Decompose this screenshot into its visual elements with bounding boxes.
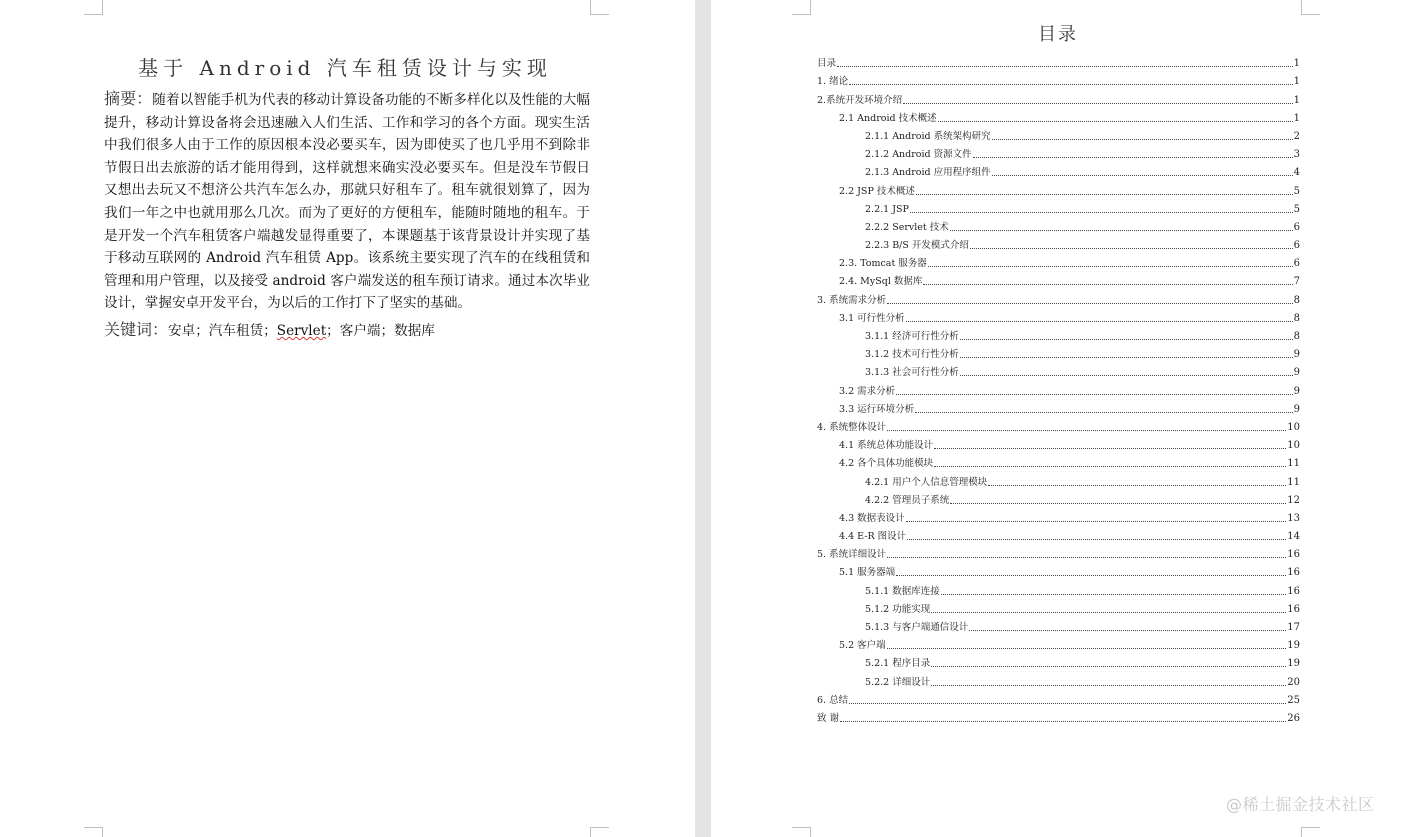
keywords-label: 关键词： — [104, 320, 169, 339]
toc-entry-page: 26 — [1287, 712, 1300, 724]
toc-entry-page: 6 — [1293, 258, 1300, 270]
toc-entry[interactable] — [817, 433, 1300, 451]
toc-entry-page: 11 — [1287, 458, 1300, 470]
toc-entry-page: 9 — [1293, 349, 1300, 361]
toc-entry-text: 5.1.1 数据库连接 — [865, 585, 940, 597]
toc-dot-leader — [931, 685, 1286, 686]
crop-mark — [792, 827, 811, 837]
toc-entry-text: 致 谢 — [817, 712, 840, 724]
keyword-separator: ； — [380, 323, 395, 339]
toc-entry-page: 17 — [1287, 622, 1300, 633]
toc-entry[interactable] — [817, 560, 1300, 578]
page-gutter — [695, 0, 711, 837]
toc-entry-text: 3.2 需求分析 — [839, 385, 896, 397]
toc-dot-leader — [887, 430, 1286, 431]
toc-dot-leader — [837, 66, 1293, 67]
crop-mark — [792, 0, 811, 15]
toc-entry-text: 3.1.1 经济可行性分析 — [865, 331, 959, 342]
toc-entry[interactable] — [817, 69, 1300, 87]
toc-dot-leader — [915, 412, 1292, 413]
toc-entry-page: 8 — [1293, 294, 1300, 306]
toc-entry-text: 4.3 数据表设计 — [839, 512, 905, 524]
watermark: @稀土掘金技术社区 — [1226, 795, 1375, 814]
toc-entry-page: 3 — [1293, 149, 1300, 161]
toc-entry[interactable] — [817, 451, 1300, 469]
toc-dot-leader — [973, 157, 1293, 158]
keyword: Servlet — [276, 323, 327, 339]
keyword-separator: ； — [263, 323, 277, 339]
toc-dot-leader — [849, 703, 1286, 704]
toc-entry-page: 1 — [1293, 76, 1300, 88]
toc-entry[interactable] — [817, 378, 1300, 396]
toc-entry-page: 5 — [1293, 185, 1300, 197]
document-title: 基于 Android 汽车租赁设计与实现 — [138, 56, 552, 80]
keyword: 汽车租赁 — [208, 323, 264, 339]
toc-entry-text: 2.1.1 Android 系统架构研究 — [865, 130, 991, 142]
toc-entry-text: 4.4 E-R 图设计 — [839, 531, 907, 543]
toc-entry-text: 3.3 运行环境分析 — [839, 403, 915, 415]
crop-mark — [590, 827, 609, 837]
toc-dot-leader — [887, 557, 1286, 558]
toc-entry-text: 3. 系统需求分析 — [817, 294, 887, 306]
toc-entry-page: 25 — [1287, 694, 1300, 706]
toc-entry[interactable] — [817, 360, 1300, 378]
toc-entry-text: 2.1.3 Android 应用程序组件 — [865, 167, 991, 179]
toc-dot-leader — [931, 666, 1286, 667]
toc-dot-leader — [928, 266, 1293, 267]
toc-entry[interactable] — [817, 488, 1300, 506]
toc-dot-leader — [960, 375, 1293, 376]
toc-dot-leader — [923, 284, 1292, 285]
toc-entry-text: 5.1 服务器端 — [839, 567, 896, 579]
toc-dot-leader — [910, 212, 1293, 213]
toc-entry-text: 2.2.2 Servlet 技术 — [865, 221, 949, 233]
toc-title: 目录 — [1038, 24, 1078, 45]
toc-entry-page: 10 — [1287, 440, 1300, 452]
toc-entry[interactable] — [817, 342, 1300, 360]
toc-entry[interactable] — [817, 251, 1300, 269]
keyword: 数据库 — [394, 323, 435, 339]
toc-entry-page: 16 — [1287, 585, 1300, 597]
toc-entry-page: 14 — [1287, 531, 1300, 543]
toc-entry[interactable] — [817, 633, 1300, 651]
toc-entry-text: 目录 — [817, 58, 837, 70]
toc-entry-text: 4.1 系统总体功能设计 — [839, 440, 934, 452]
keyword: 客户端 — [339, 323, 381, 339]
toc-entry-page: 13 — [1287, 512, 1300, 524]
toc-entry-text: 4.2.2 管理员子系统 — [865, 494, 950, 506]
toc-dot-leader — [970, 248, 1293, 249]
toc-entry-text: 2.2.3 B/S 开发模式介绍 — [865, 240, 969, 252]
keyword-separator: ； — [195, 323, 209, 339]
toc-entry-page: 2 — [1293, 130, 1300, 142]
abstract-paragraph — [104, 88, 590, 315]
toc-dot-leader — [896, 394, 1292, 395]
toc-entry-page: 9 — [1293, 403, 1300, 415]
toc-dot-leader — [969, 630, 1286, 631]
toc-entry-page: 11 — [1287, 476, 1300, 488]
toc-entry[interactable] — [817, 106, 1300, 124]
toc-entry-text: 2.1.2 Android 资源文件 — [865, 149, 972, 161]
toc-entry[interactable] — [817, 233, 1300, 251]
toc-dot-leader — [934, 466, 1286, 467]
toc-entry-text: 2.2.1 JSP — [865, 203, 909, 215]
toc-entry[interactable] — [817, 197, 1300, 215]
toc-entry[interactable] — [817, 578, 1300, 596]
toc-dot-leader — [840, 721, 1286, 722]
toc-dot-leader — [903, 103, 1293, 104]
toc-entry-page: 1 — [1293, 94, 1300, 106]
toc-dot-leader — [960, 339, 1293, 340]
toc-dot-leader — [992, 175, 1293, 176]
keywords-line — [104, 319, 590, 342]
toc-entry-text: 3.1.2 技术可行性分析 — [865, 349, 959, 361]
toc-dot-leader — [916, 194, 1293, 195]
toc-dot-leader — [950, 503, 1286, 504]
toc-entry-text: 5.1.2 功能实现 — [865, 603, 931, 615]
toc-dot-leader — [950, 230, 1293, 231]
toc-entry[interactable] — [817, 706, 1300, 724]
toc-entry[interactable] — [817, 651, 1300, 669]
toc-entry-page: 7 — [1293, 276, 1300, 288]
toc-entry-text: 1. 绪论 — [817, 76, 849, 88]
crop-mark — [84, 827, 103, 837]
toc-dot-leader — [960, 357, 1293, 358]
toc-entry[interactable] — [817, 87, 1300, 105]
toc-dot-leader — [907, 539, 1286, 540]
toc-entry-text: 5. 系统详细设计 — [817, 549, 887, 561]
toc-entry-page: 8 — [1293, 312, 1300, 324]
toc-entry-page: 16 — [1287, 567, 1300, 579]
toc-entry-page: 8 — [1293, 331, 1300, 342]
toc-entry[interactable] — [817, 397, 1300, 415]
toc-entry[interactable] — [817, 415, 1300, 433]
toc-dot-leader — [906, 321, 1293, 322]
toc-entry-page: 16 — [1287, 549, 1300, 561]
toc-entry[interactable] — [817, 669, 1300, 687]
toc-entry-page: 20 — [1287, 676, 1300, 688]
toc-entry-text: 2.2 JSP 技术概述 — [839, 185, 915, 197]
toc-entry-page: 6 — [1293, 221, 1300, 233]
toc-entry[interactable] — [817, 287, 1300, 305]
toc-entry-page: 12 — [1287, 494, 1300, 506]
toc-entry[interactable] — [817, 324, 1300, 342]
toc-entry-page: 1 — [1293, 58, 1300, 70]
toc-entry-text: 4.2.1 用户个人信息管理模块 — [865, 476, 988, 488]
toc-entry-page: 1 — [1293, 112, 1300, 124]
toc-dot-leader — [938, 121, 1293, 122]
toc-entry-text: 3.1 可行性分析 — [839, 312, 905, 324]
toc-entry-page: 9 — [1293, 367, 1300, 379]
crop-mark — [1301, 827, 1320, 837]
toc-entry-text: 6. 总结 — [817, 694, 849, 706]
toc-entry-page: 16 — [1287, 603, 1300, 615]
toc-entry-text: 2.3. Tomcat 服务器 — [839, 258, 927, 270]
toc-dot-leader — [941, 594, 1287, 595]
toc-entry[interactable] — [817, 597, 1300, 615]
toc-dot-leader — [934, 448, 1286, 449]
toc-entry[interactable] — [817, 142, 1300, 160]
toc-entry[interactable] — [817, 615, 1300, 633]
toc-entry-text: 5.2.1 程序目录 — [865, 658, 931, 670]
toc-dot-leader — [906, 521, 1287, 522]
toc-entry-text: 4.2 各个具体功能模块 — [839, 458, 934, 470]
toc-entry[interactable] — [817, 215, 1300, 233]
toc-entry[interactable] — [817, 178, 1300, 196]
toc-entry[interactable] — [817, 51, 1300, 69]
toc-entry-text: 2.系统开发环境介绍 — [817, 94, 903, 106]
toc-entry-text: 5.1.3 与客户端通信设计 — [865, 622, 969, 633]
toc-entry[interactable] — [817, 306, 1300, 324]
toc-dot-leader — [887, 648, 1287, 649]
toc-entry[interactable] — [817, 688, 1300, 706]
toc-dot-leader — [887, 303, 1293, 304]
toc-entry-text: 2.4. MySql 数据库 — [839, 276, 923, 288]
toc-entry-page: 6 — [1293, 240, 1300, 252]
toc-dot-leader — [931, 612, 1286, 613]
toc-entry-page: 19 — [1287, 640, 1300, 652]
abstract-text: 随着以智能手机为代表的移动计算设备功能的不断多样化以及性能的大幅提升，移动计算设备将会迅速融入人们生活、工作和学习的各个方面。现实生活中我们很多人由于工作的原因根本没必要买车，因为即使买了也几乎用不到除非节假日出去旅游的话才能用得到，这样就想来确实没必要买车。但是没车节假日又想出去玩又不想济公共汽车怎么办，那就只好租车了。租车就很划算了，因为我们一年之中也就用那么几次。而为了更好的方便租车，能随时随地的租车。于是开发一个汽车租赁客户端越发显得重要了，本课题基于该背景设计并实现了基于移动互联网的 Android 汽车租赁 App。该系统主要实现了汽车的在线租赁和管理和用户管理，以及接受 android 客户端发送的租车预订请求。通过本次毕业设计，掌握安卓开发平台，为以后的工作打下了坚实的基础。 — [104, 92, 590, 312]
toc-entry-page: 9 — [1293, 385, 1300, 397]
toc-dot-leader — [849, 84, 1293, 85]
toc-entry-text: 3.1.3 社会可行性分析 — [865, 367, 959, 379]
toc-entry[interactable] — [817, 269, 1300, 287]
crop-mark — [1301, 0, 1320, 15]
toc-dot-leader — [992, 139, 1293, 140]
keyword-separator: ； — [326, 323, 340, 339]
toc-entry[interactable] — [817, 124, 1300, 142]
toc-entry-text: 2.1 Android 技术概述 — [839, 112, 937, 124]
toc-entry[interactable] — [817, 542, 1300, 560]
crop-mark — [84, 0, 103, 15]
toc-entry[interactable] — [817, 506, 1300, 524]
toc-entry-text: 4. 系统整体设计 — [817, 421, 887, 433]
toc-entry-page: 5 — [1293, 203, 1300, 215]
toc-entry-page: 4 — [1293, 167, 1300, 179]
toc-entry-text: 5.2 客户端 — [839, 640, 886, 652]
toc-dot-leader — [896, 575, 1286, 576]
crop-mark — [590, 0, 609, 15]
abstract-label: 摘要： — [104, 89, 153, 108]
keyword: 安卓 — [168, 323, 196, 339]
toc-entry-page: 10 — [1287, 421, 1300, 433]
toc-entry[interactable] — [817, 524, 1300, 542]
toc-entry-text: 5.2.2 详细设计 — [865, 676, 931, 688]
toc-entry-page: 19 — [1287, 658, 1300, 670]
toc-entry[interactable] — [817, 469, 1300, 487]
abstract-page — [0, 0, 695, 837]
toc-dot-leader — [988, 485, 1286, 486]
toc-entry[interactable] — [817, 160, 1300, 178]
table-of-contents — [817, 51, 1300, 724]
